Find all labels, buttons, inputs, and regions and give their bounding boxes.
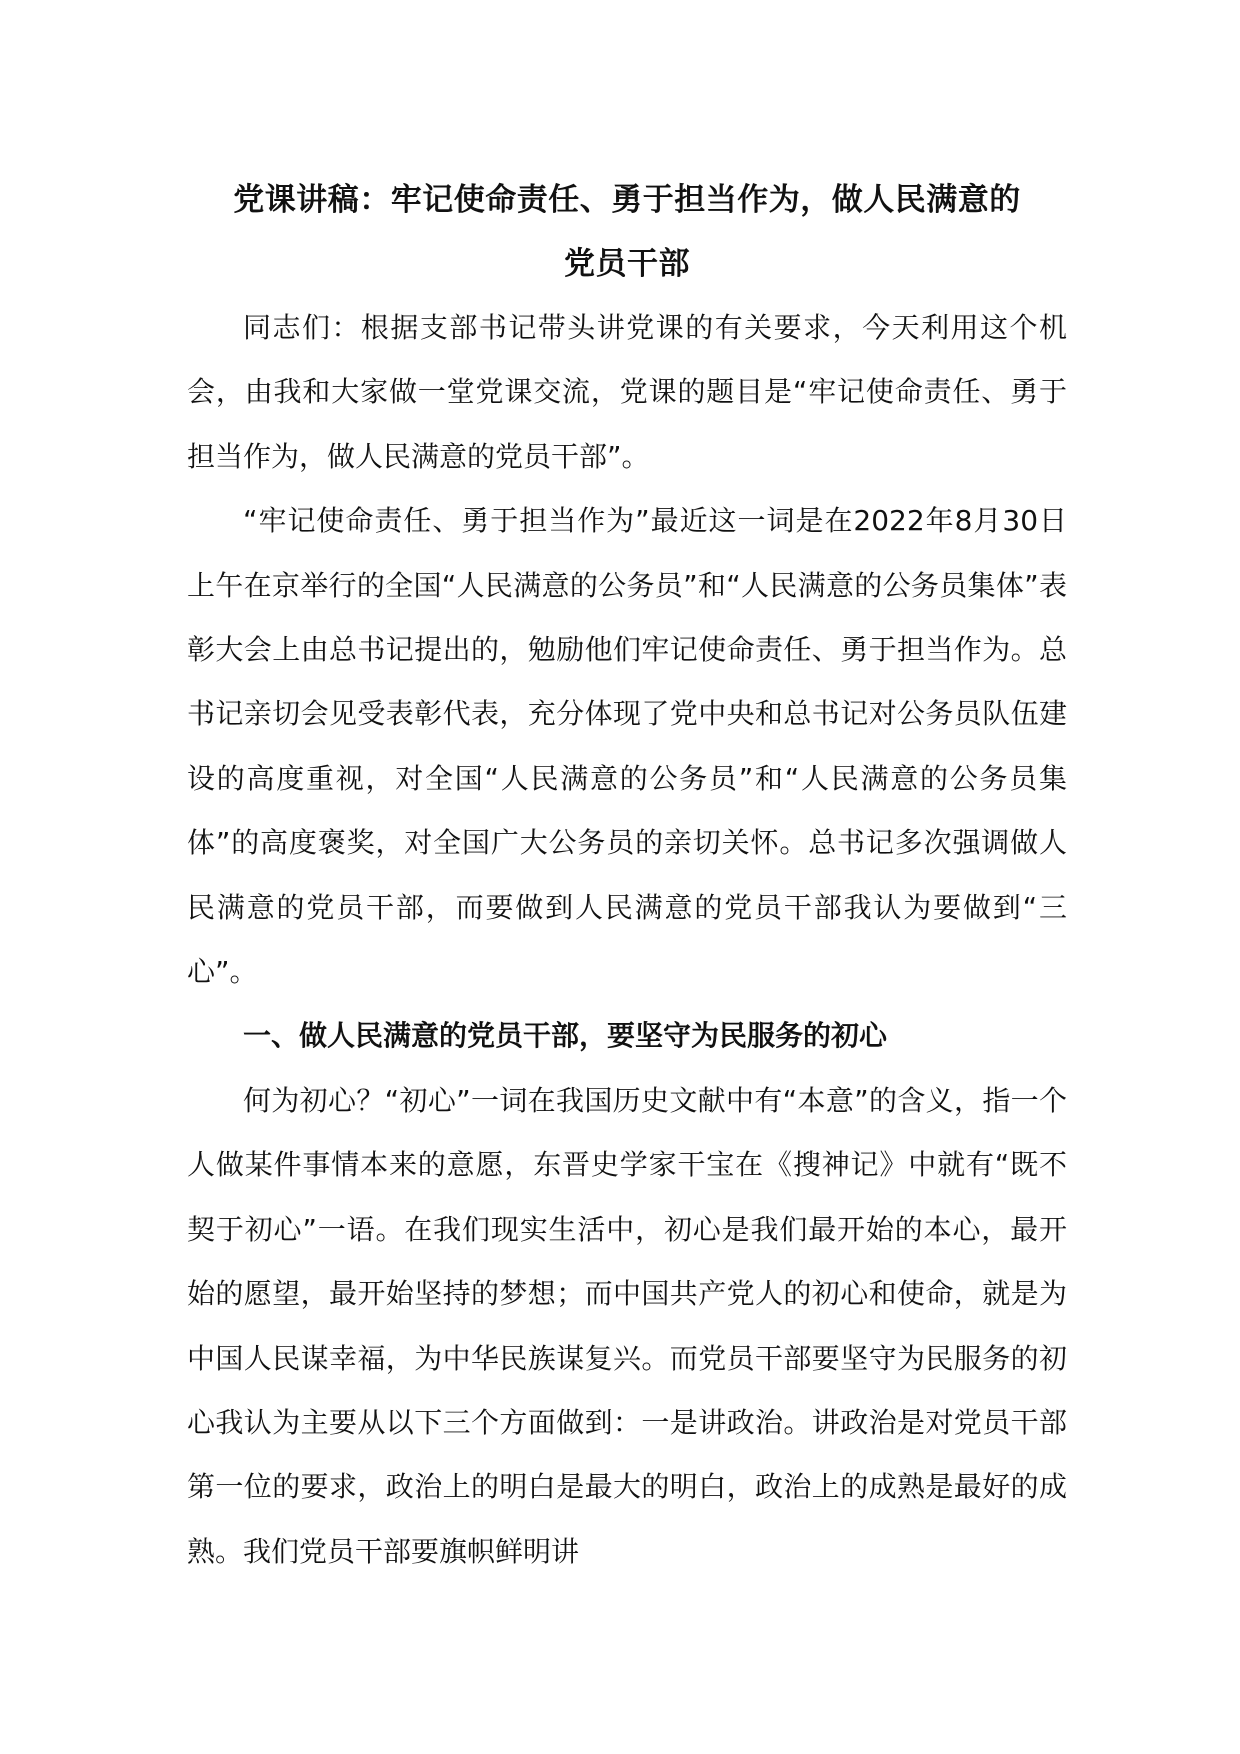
document-page: [187, 168, 1067, 1584]
section-paragraph-1: 何为初心？“初心”一词在我国历史文献中有“本意”的含义，指一个人做某件事情本来的意愿，东晋史学家干宝在《搜神记》中就有“既不契于初心”一语。在我们现实生活中，初心是我们最开始的本心，最开始的愿望，最开始坚持的梦想；而中国共产党人的初心和使命，就是为中国人民谋幸福，为中华民族谋复兴。而党员干部要坚守为民服务的初心我认为主要从以下三个方面做到：一是讲政治。讲政治是对党员干部第一位的要求，政治上的明白是最大的明白，政治上的成熟是最好的成熟。我们党员干部要旗帜鲜明讲: [187, 1083, 1067, 1568]
document-title-line-2: 党员干部: [564, 246, 690, 282]
document-title: [187, 168, 1067, 296]
document-title-line-1: 党课讲稿：牢记使命责任、勇于担当作为，做人民满意的: [233, 182, 1021, 218]
background-paragraph: “牢记使命责任、勇于担当作为”最近这一词是在2022年8月30日上午在京举行的全国“人民满意的公务员”和“人民满意的公务员集体”表彰大会上由总书记提出的，勉励他们牢记使命责任、勇于担当作为。总书记亲切会见受表彰代表，充分体现了党中央和总书记对公务员队伍建设的高度重视，对全国“人民满意的公务员”和“人民满意的公务员集体”的高度褒奖，对全国广大公务员的亲切关怀。总书记多次强调做人民满意的党员干部，而要做到人民满意的党员干部我认为要做到“三心”。: [187, 504, 1067, 989]
intro-paragraph: 同志们：根据支部书记带头讲党课的有关要求，今天利用这个机会，由我和大家做一堂党课交流，党课的题目是“牢记使命责任、勇于担当作为，做人民满意的党员干部”。: [187, 311, 1067, 473]
section-heading-1: 一、做人民满意的党员干部，要坚守为民服务的初心: [243, 1019, 888, 1053]
